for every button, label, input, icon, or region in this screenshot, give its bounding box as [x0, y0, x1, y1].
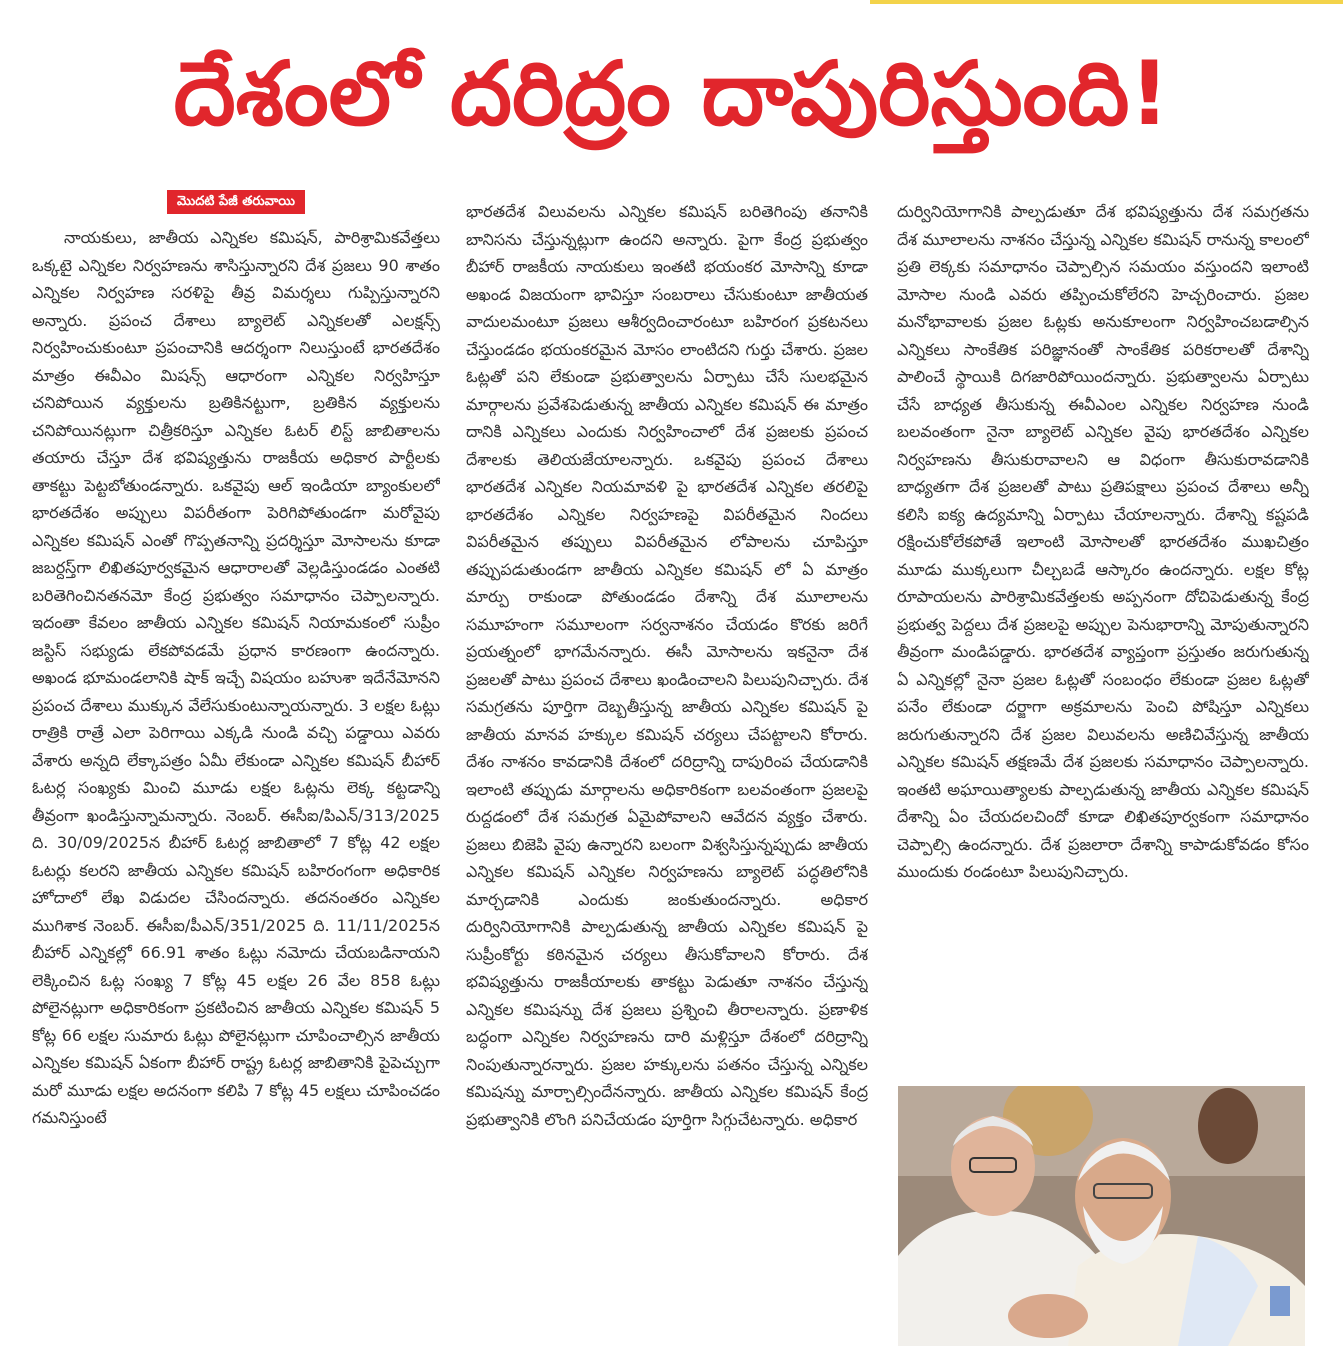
article-column-2	[466, 198, 868, 1338]
news-photo	[898, 1086, 1305, 1346]
article-column-1	[32, 190, 440, 1340]
column-2-text: భారతదేశ విలువలను ఎన్నికల కమిషన్ బరితెగింపు తనానికి బానిసను చేస్తున్నట్లుగా ఉందని అన్నారు. పైగా కేంద్ర ప్రభుత్వం బీహార్ రాజకీయ నాయకులు ఇంతటి భయంకర మోసాన్ని కూడా అఖండ విజయంగా భావిస్తూ సంబరాలు చేసుకుంటూ జాతీయత వాదులమంటూ ప్రజలు ఆశీర్వదించారంటూ బహిరంగ ప్రకటనలు చేస్తుండడం భయంకరమైన మోసం లాంటిదని గుర్తు చేశారు. ప్రజల ఓట్లతో పని లేకుండా ప్రభుత్వాలను ఏర్పాటు చేసే సులభమైన మార్గాలను ప్రవేశపెడుతున్న జాతీయ ఎన్నికల కమిషన్ ఈ మాత్రం దానికి ఎన్నికలు ఎందుకు నిర్వహించాలో దేశ ప్రజలకు ప్రపంచ దేశాలకు తెలియజేయాలన్నారు. ఒకవైపు ప్రపంచ దేశాలు భారతదేశ ఎన్నికల నియమావళి పై భారతదేశ ఎన్నికల తరలిపై భారతదేశం ఎన్నికల నిర్వహణపై విపరీతమైన నిందలు విపరీతమైన తప్పులు విపరీతమైన లోపాలను చూపిస్తూ తప్పుపడుతుండగా జాతీయ ఎన్నికల కమిషన్ లో ఏ మాత్రం మార్పు రాకుండా పోతుండడం దేశాన్ని దేశ మూలాలను సమూహంగా సమూలంగా సర్వనాశనం చేయడం కొరకు జరిగే ప్రయత్నంలో భాగమేనన్నారు. ఈసీ మోసాలను ఇకనైనా దేశ ప్రజలతో పాటు ప్రపంచ దేశాలు ఖండించాలని పిలుపునిచ్చారు. దేశ సమగ్రతను పూర్తిగా దెబ్బతీస్తున్న జాతీయ ఎన్నికల కమిషన్ పై జాతీయ మానవ హక్కుల కమిషన్ చర్యలు చేపట్టాలని కోరారు. దేశం నాశనం కావడానికి దేశంలో దరిద్రాన్ని దాపురింప చేయడానికి ఇలాంటి తప్పుడు మార్గాలను అధికారికంగా బలవంతంగా ప్రజలపై రుద్దడంలో దేశ సమగ్రత ఏమైపోవాలని ఆవేదన వ్యక్తం చేశారు. ప్రజలు బిజెపి వైపు ఉన్నారని బలంగా విశ్వసిస్తున్నప్పుడు జాతీయ ఎన్నికల కమిషన్ ఎన్నికల నిర్వహణను బ్యాలెట్ పద్ధతిలోనికి మార్చడానికి ఎందుకు జంకుతుందన్నారు. అధికార దుర్వినియోగానికి పాల్పడుతున్న జాతీయ ఎన్నికల కమిషన్ పై సుప్రీంకోర్టు కఠినమైన చర్యలు తీసుకోవాలని కోరారు. దేశ భవిష్యత్తును రాజకీయాలకు తాకట్టు పెడుతూ నాశనం చేస్తున్న ఎన్నికల కమిషన్ను దేశ ప్రజలు ప్రశ్నించి తీరాలన్నారు. ప్రణాళిక బద్ధంగా ఎన్నికల నిర్వహణను దారి మళ్లిస్తూ దేశంలో దరిద్రాన్ని నింపుతున్నారన్నారు. ప్రజల హక్కులను పతనం చేస్తున్న ఎన్నికల కమిషన్ను మార్చాల్సిందేనన్నారు. జాతీయ ఎన్నికల కమిషన్ కేంద్ర ప్రభుత్వానికి లొంగి పనిచేయడం పూర్తిగా సిగ్గుచేటన్నారు. అధికార	[466, 202, 868, 1129]
photo-illustration	[898, 1086, 1305, 1346]
column-3-text: దుర్వినియోగానికి పాల్పడుతూ దేశ భవిష్యత్తును దేశ సమగ్రతను దేశ మూలాలను నాశనం చేస్తున్న ఎన్నికల కమిషన్ రానున్న కాలంలో ప్రతి లెక్కకు సమాధానం చెప్పాల్సిన సమయం వస్తుందని ఇలాంటి మోసాల నుండి ఎవరు తప్పించుకోలేరని హెచ్చరించారు. ప్రజల మనోభావాలకు ప్రజల ఓట్లకు అనుకూలంగా నిర్వహించబడాల్సిన ఎన్నికలు సాంకేతిక పరిజ్ఞానంతో సాంకేతిక పరికరాలతో దేశాన్ని పాలించే స్థాయికి దిగజారిపోయిందన్నారు. ప్రభుత్వాలను ఏర్పాటు చేసే బాధ్యత తీసుకున్న ఈవీఎంల ఎన్నికల నిర్వహణ నుండి బలవంతంగా నైనా బ్యాలెట్ ఎన్నికల వైపు భారతదేశం ఎన్నికల నిర్వహణను తీసుకురావాలని ఆ విధంగా తీసుకురావడానికి బాధ్యతగా దేశ ప్రజలతో పాటు ప్రతిపక్షాలు ప్రపంచ దేశాలు అన్నీ కలిసి ఐక్య ఉద్యమాన్ని ఏర్పాటు చేయాలన్నారు. దేశాన్ని కష్టపడి రక్షించుకోలేకపోతే ఇలాంటి మోసాలతో భారతదేశం ముఖచిత్రం మూడు ముక్కలుగా చీల్చబడే ఆస్కారం ఉందన్నారు. లక్షల కోట్ల రూపాయలను పారిశ్రామికవేత్తలకు అప్పనంగా దోచిపెడుతున్న కేంద్ర ప్రభుత్వ పెద్దలు దేశ ప్రజలపై అప్పుల పెనుభారాన్ని మోపుతున్నారని తీవ్రంగా మండిపడ్డారు. భారతదేశ వ్యాప్తంగా ప్రస్తుతం జరుగుతున్న ఏ ఎన్నికల్లో నైనా ప్రజల ఓట్లతో సంబంధం లేకుండా ప్రజల ఓట్లతో పనేం లేకుండా దర్జాగా అక్రమాలను పెంచి పోషిస్తూ ఎన్నికలు జరుగుతున్నారని దేశ ప్రజల విలువలను అణిచివేస్తున్న జాతీయ ఎన్నికల కమిషన్ తక్షణమే దేశ ప్రజలకు సమాధానం చెప్పాలన్నారు. ఇంతటి అఘాయిత్యాలకు పాల్పడుతున్న జాతీయ ఎన్నికల కమిషన్ దేశాన్ని ఏం చేయదలచిందో కూడా లిఖితపూర్వకంగా సమాధానం చెప్పాల్సి ఉందన్నారు. దేశ ప్రజలారా దేశాన్ని కాపాడుకోవడం కోసం ముందుకు రండంటూ పిలుపునిచ్చారు.	[897, 202, 1309, 881]
headline: దేశంలో దరిద్రం దాపురిస్తుంది!	[173, 42, 1170, 145]
top-color-strip	[870, 0, 1343, 4]
article-column-3	[897, 198, 1309, 1068]
column-1-text: నాయకులు, జాతీయ ఎన్నికల కమిషన్, పారిశ్రామికవేత్తలు ఒక్కటై ఎన్నికల నిర్వహణను శాసిస్తున్నారని దేశ ప్రజలు 90 శాతం ఎన్నికల నిర్వహణ సరళిపై తీవ్ర విమర్శలు గుప్పిస్తున్నారని అన్నారు. ప్రపంచ దేశాలు బ్యాలెట్ ఎన్నికలతో ఎలక్షన్స్ నిర్వహించుకుంటూ ప్రపంచానికి ఆదర్శంగా నిలుస్తుంటే భారతదేశం మాత్రం ఈవీఎం మిషన్స్ ఆధారంగా ఎన్నికల నిర్వహిస్తూ చనిపోయిన వ్యక్తులను బ్రతికినట్టుగా, బ్రతికిన వ్యక్తులను చనిపోయినట్లుగా చిత్రీకరిస్తూ ఎన్నికల ఓటర్ లిస్ట్ జాబితాలను తయారు చేస్తూ దేశ భవిష్యత్తును రాజకీయ అధికార పార్టీలకు తాకట్టు పెట్టబోతుండన్నారు. ఒకవైపు ఆల్ ఇండియా బ్యాంకులలో భారతదేశం అప్పులు విపరీతంగా పెరిగిపోతుండగా మరోవైపు ఎన్నికల కమిషన్ ఎంతో గొప్పతనాన్ని ప్రదర్శిస్తూ మోసాలను కూడా జబర్దస్త్‌గా లిఖితపూర్వకమైన ఆధారాలతో వెల్లడిస్తుండడం ఎంతటి బరితెగించినతనమో కేంద్ర ప్రభుత్వం సమాధానం చెప్పాలన్నారు. ఇదంతా కేవలం జాతీయ ఎన్నికల కమిషన్ నియామకంలో సుప్రీం జస్టిస్ సభ్యుడు లేకపోవడమే ప్రధాన కారణంగా ఉందన్నారు. అఖండ భూమండలానికి షాక్ ఇచ్చే విషయం బహుశా ఇదేనేమోనని ప్రపంచ దేశాలు ముక్కున వేలేసుకుంటున్నాయన్నారు. 3 లక్షల ఓట్లు రాత్రికి రాత్రే ఎలా పెరిగాయి ఎక్కడి నుండి వచ్చి పడ్డాయి ఎవరు వేశారు అన్నది లేక్కాపత్రం ఏమీ లేకుండా ఎన్నికల కమిషన్ బీహార్ ఓటర్ల సంఖ్యకు మించి మూడు లక్షల ఓట్లను లెక్క కట్టడాన్ని తీవ్రంగా ఖండిస్తున్నామన్నారు. నెంబర్. ఈసీఐ/పిఎన్/313/2025 ది. 30/09/2025న బీహార్ ఓటర్ల జాబితాలో 7 కోట్ల 42 లక్షల ఓటర్లు కలరని జాతీయ ఎన్నికల కమిషన్ బహిరంగంగా అధికారిక హోదాలో లేఖ విడుదల చేసిందన్నారు. తదనంతరం ఎన్నికల ముగిశాక నెంబర్. ఈసీఐ/పీఎన్/351/2025 ది. 11/11/2025న బీహార్ ఎన్నికల్లో 66.91 శాతం ఓట్లు నమోదు చేయబడినాయని లెక్కించిన ఓట్ల సంఖ్య 7 కోట్ల 45 లక్షల 26 వేల 858 ఓట్లు పోలైనట్లుగా అధికారికంగా ప్రకటించిన జాతీయ ఎన్నికల కమిషన్ 5 కోట్ల 66 లక్షల సుమారు ఓట్లు పోలైనట్లుగా చూపించాల్సిన జాతీయ ఎన్నికల కమిషన్ ఏకంగా బీహార్ రాష్ట్ర ఓటర్ల జాబితానికి పైపెచ్చుగా మరో మూడు లక్షల అదనంగా కలిపి 7 కోట్ల 45 లక్షలు చూపించడం గమనిస్తుంటే	[32, 228, 440, 1127]
continued-from-front-page-tag: మొదటి పేజీ తరువాయి	[167, 190, 305, 214]
